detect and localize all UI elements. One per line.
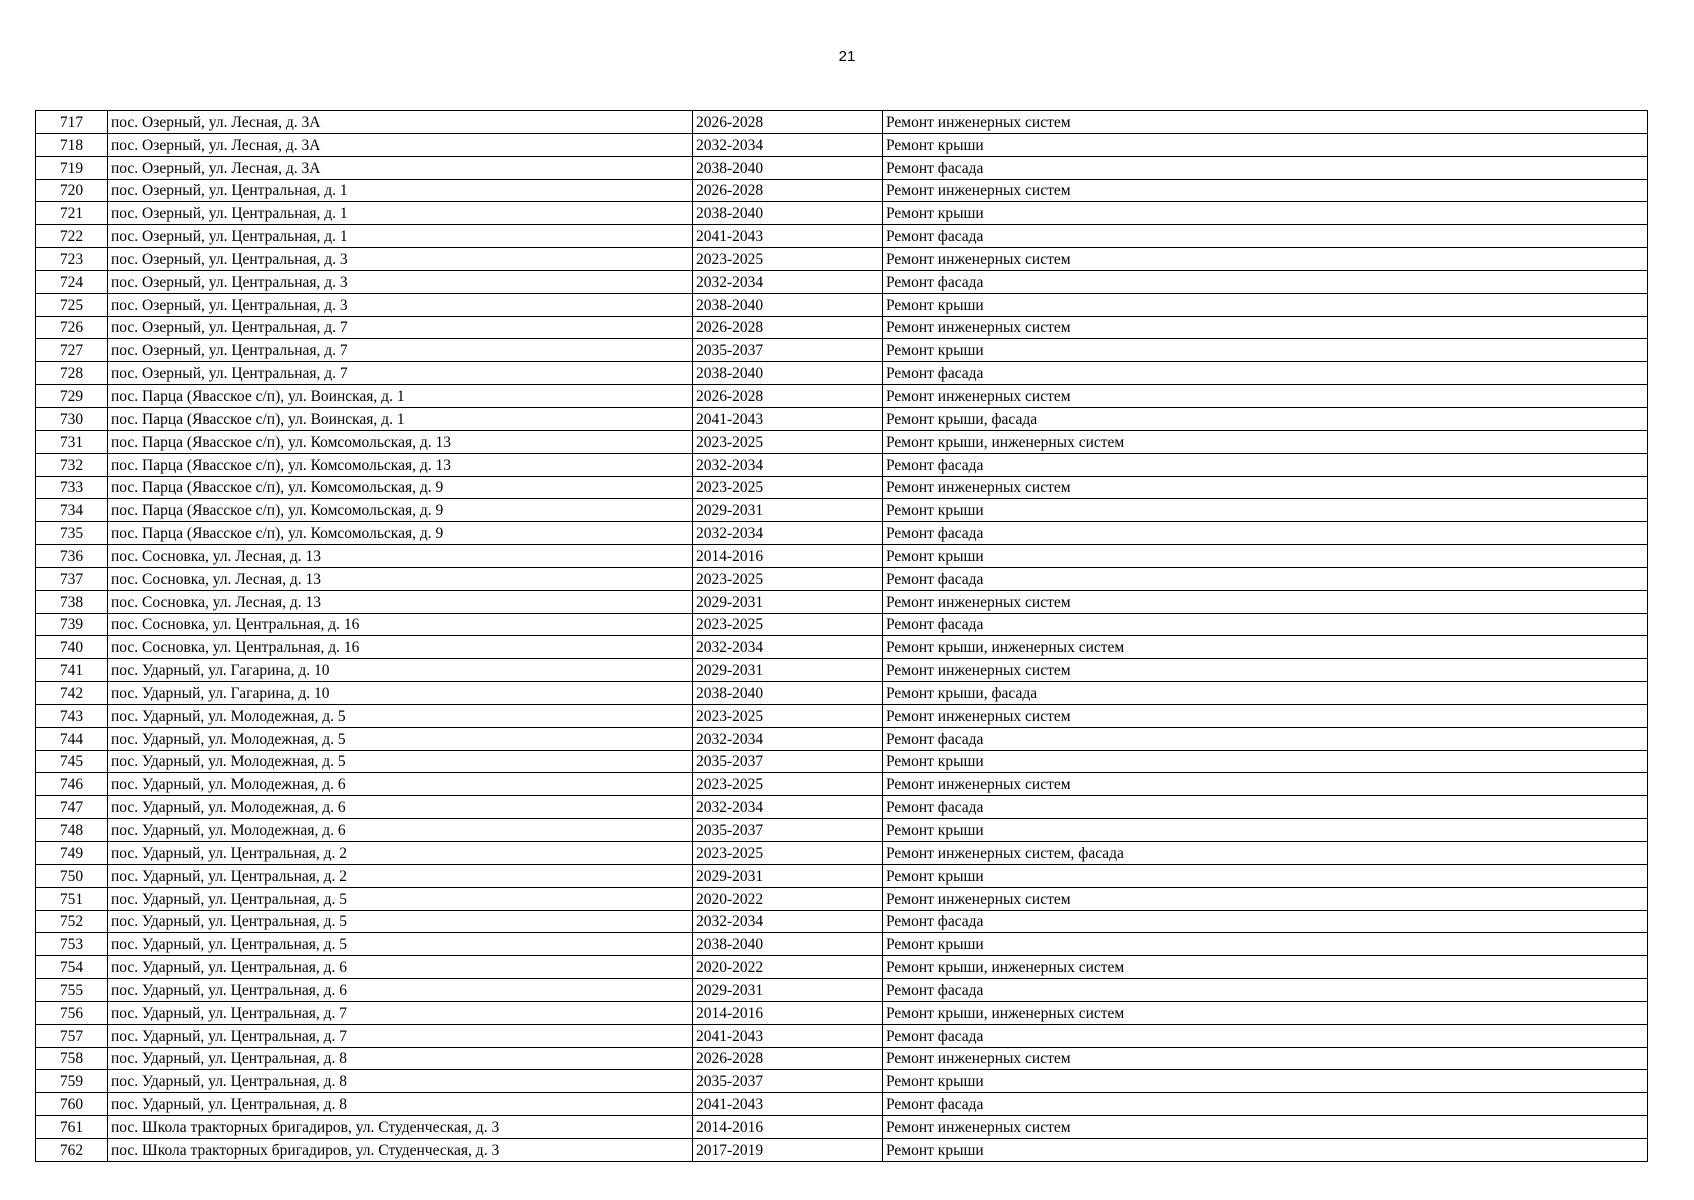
- table-row: [36, 567, 1648, 590]
- work-type-cell: Ремонт крыши: [883, 293, 1648, 316]
- work-type-cell: Ремонт крыши: [883, 750, 1648, 773]
- period-cell: 2038-2040: [693, 362, 883, 385]
- row-number-cell: 742: [36, 682, 108, 705]
- period-cell: 2032-2034: [693, 727, 883, 750]
- table-row: [36, 636, 1648, 659]
- table-row: [36, 522, 1648, 545]
- work-type-cell: Ремонт инженерных систем: [883, 1047, 1648, 1070]
- address-cell: пос. Ударный, ул. Центральная, д. 5: [108, 910, 693, 933]
- row-number-cell: 744: [36, 727, 108, 750]
- work-type-cell: Ремонт фасада: [883, 727, 1648, 750]
- row-number-cell: 745: [36, 750, 108, 773]
- address-cell: пос. Ударный, ул. Центральная, д. 2: [108, 864, 693, 887]
- row-number-cell: 725: [36, 293, 108, 316]
- row-number-cell: 727: [36, 339, 108, 362]
- table-row: [36, 956, 1648, 979]
- address-cell: пос. Ударный, ул. Центральная, д. 5: [108, 933, 693, 956]
- work-type-cell: Ремонт фасада: [883, 796, 1648, 819]
- table-row: [36, 339, 1648, 362]
- work-type-cell: Ремонт фасада: [883, 1093, 1648, 1116]
- work-type-cell: Ремонт крыши, инженерных систем: [883, 956, 1648, 979]
- row-number-cell: 738: [36, 590, 108, 613]
- table-row: [36, 1001, 1648, 1024]
- period-cell: 2041-2043: [693, 407, 883, 430]
- address-cell: пос. Озерный, ул. Центральная, д. 1: [108, 202, 693, 225]
- period-cell: 2023-2025: [693, 430, 883, 453]
- work-type-cell: Ремонт инженерных систем: [883, 179, 1648, 202]
- address-cell: пос. Ударный, ул. Гагарина, д. 10: [108, 659, 693, 682]
- table-row: [36, 864, 1648, 887]
- table-row: [36, 1138, 1648, 1161]
- period-cell: 2020-2022: [693, 956, 883, 979]
- table-row: [36, 933, 1648, 956]
- table-row: [36, 248, 1648, 271]
- address-cell: пос. Озерный, ул. Центральная, д. 3: [108, 248, 693, 271]
- period-cell: 2032-2034: [693, 910, 883, 933]
- table-row: [36, 453, 1648, 476]
- work-type-cell: Ремонт инженерных систем: [883, 316, 1648, 339]
- period-cell: 2026-2028: [693, 111, 883, 134]
- address-cell: пос. Озерный, ул. Центральная, д. 7: [108, 316, 693, 339]
- table-row: [36, 362, 1648, 385]
- period-cell: 2029-2031: [693, 864, 883, 887]
- period-cell: 2038-2040: [693, 682, 883, 705]
- table-row: [36, 613, 1648, 636]
- address-cell: пос. Ударный, ул. Молодежная, д. 5: [108, 727, 693, 750]
- work-type-cell: Ремонт фасада: [883, 522, 1648, 545]
- row-number-cell: 747: [36, 796, 108, 819]
- row-number-cell: 730: [36, 407, 108, 430]
- address-cell: пос. Сосновка, ул. Лесная, д. 13: [108, 567, 693, 590]
- row-number-cell: 754: [36, 956, 108, 979]
- row-number-cell: 737: [36, 567, 108, 590]
- address-cell: пос. Парца (Явасское с/п), ул. Воинская, д. 1: [108, 385, 693, 408]
- table-row: [36, 156, 1648, 179]
- table-row: [36, 545, 1648, 568]
- row-number-cell: 723: [36, 248, 108, 271]
- address-cell: пос. Озерный, ул. Центральная, д. 3: [108, 293, 693, 316]
- period-cell: 2032-2034: [693, 796, 883, 819]
- work-type-cell: Ремонт крыши: [883, 819, 1648, 842]
- period-cell: 2041-2043: [693, 225, 883, 248]
- work-type-cell: Ремонт инженерных систем: [883, 1116, 1648, 1139]
- table-row: [36, 499, 1648, 522]
- page-number: 21: [838, 48, 856, 65]
- period-cell: 2026-2028: [693, 179, 883, 202]
- work-type-cell: Ремонт инженерных систем: [883, 590, 1648, 613]
- row-number-cell: 751: [36, 887, 108, 910]
- address-cell: пос. Ударный, ул. Молодежная, д. 6: [108, 773, 693, 796]
- row-number-cell: 761: [36, 1116, 108, 1139]
- work-type-cell: Ремонт крыши, инженерных систем: [883, 636, 1648, 659]
- address-cell: пос. Ударный, ул. Молодежная, д. 5: [108, 750, 693, 773]
- period-cell: 2014-2016: [693, 545, 883, 568]
- address-cell: пос. Ударный, ул. Центральная, д. 7: [108, 1001, 693, 1024]
- work-type-cell: Ремонт фасада: [883, 270, 1648, 293]
- address-cell: пос. Парца (Явасское с/п), ул. Комсомольская, д. 9: [108, 499, 693, 522]
- table-row: [36, 704, 1648, 727]
- address-cell: пос. Ударный, ул. Молодежная, д. 5: [108, 704, 693, 727]
- work-type-cell: Ремонт крыши: [883, 202, 1648, 225]
- address-cell: пос. Ударный, ул. Центральная, д. 7: [108, 1024, 693, 1047]
- table-row: [36, 293, 1648, 316]
- row-number-cell: 760: [36, 1093, 108, 1116]
- table-row: [36, 796, 1648, 819]
- work-type-cell: Ремонт инженерных систем: [883, 476, 1648, 499]
- work-type-cell: Ремонт инженерных систем: [883, 111, 1648, 134]
- work-type-cell: Ремонт фасада: [883, 156, 1648, 179]
- table-row: [36, 1070, 1648, 1093]
- address-cell: пос. Сосновка, ул. Центральная, д. 16: [108, 636, 693, 659]
- table-row: [36, 1093, 1648, 1116]
- row-number-cell: 752: [36, 910, 108, 933]
- work-type-cell: Ремонт фасада: [883, 453, 1648, 476]
- row-number-cell: 739: [36, 613, 108, 636]
- row-number-cell: 721: [36, 202, 108, 225]
- period-cell: 2038-2040: [693, 933, 883, 956]
- period-cell: 2026-2028: [693, 1047, 883, 1070]
- work-type-cell: Ремонт крыши, фасада: [883, 682, 1648, 705]
- row-number-cell: 756: [36, 1001, 108, 1024]
- period-cell: 2026-2028: [693, 316, 883, 339]
- row-number-cell: 728: [36, 362, 108, 385]
- address-cell: пос. Озерный, ул. Лесная, д. 3А: [108, 133, 693, 156]
- row-number-cell: 748: [36, 819, 108, 842]
- work-type-cell: Ремонт крыши: [883, 499, 1648, 522]
- address-cell: пос. Парца (Явасское с/п), ул. Комсомольская, д. 9: [108, 522, 693, 545]
- address-cell: пос. Парца (Явасское с/п), ул. Комсомольская, д. 13: [108, 430, 693, 453]
- row-number-cell: 719: [36, 156, 108, 179]
- work-type-cell: Ремонт инженерных систем: [883, 659, 1648, 682]
- period-cell: 2029-2031: [693, 979, 883, 1002]
- row-number-cell: 741: [36, 659, 108, 682]
- row-number-cell: 743: [36, 704, 108, 727]
- work-type-cell: Ремонт инженерных систем: [883, 773, 1648, 796]
- table-row: [36, 225, 1648, 248]
- address-cell: пос. Озерный, ул. Центральная, д. 7: [108, 339, 693, 362]
- period-cell: 2023-2025: [693, 567, 883, 590]
- table-row: [36, 659, 1648, 682]
- row-number-cell: 729: [36, 385, 108, 408]
- period-cell: 2023-2025: [693, 613, 883, 636]
- period-cell: 2038-2040: [693, 293, 883, 316]
- period-cell: 2029-2031: [693, 659, 883, 682]
- work-type-cell: Ремонт инженерных систем, фасада: [883, 842, 1648, 865]
- row-number-cell: 758: [36, 1047, 108, 1070]
- period-cell: 2023-2025: [693, 704, 883, 727]
- address-cell: пос. Ударный, ул. Центральная, д. 6: [108, 956, 693, 979]
- work-type-cell: Ремонт инженерных систем: [883, 887, 1648, 910]
- period-cell: 2014-2016: [693, 1116, 883, 1139]
- row-number-cell: 735: [36, 522, 108, 545]
- work-type-cell: Ремонт фасада: [883, 910, 1648, 933]
- work-type-cell: Ремонт крыши, инженерных систем: [883, 430, 1648, 453]
- address-cell: пос. Сосновка, ул. Центральная, д. 16: [108, 613, 693, 636]
- row-number-cell: 746: [36, 773, 108, 796]
- period-cell: 2014-2016: [693, 1001, 883, 1024]
- table-row: [36, 179, 1648, 202]
- address-cell: пос. Парца (Явасское с/п), ул. Воинская, д. 1: [108, 407, 693, 430]
- period-cell: 2035-2037: [693, 339, 883, 362]
- period-cell: 2035-2037: [693, 819, 883, 842]
- table-row: [36, 750, 1648, 773]
- table-row: [36, 111, 1648, 134]
- table-row: [36, 476, 1648, 499]
- table-row: [36, 773, 1648, 796]
- table-row: [36, 887, 1648, 910]
- address-cell: пос. Озерный, ул. Лесная, д. 3А: [108, 111, 693, 134]
- work-type-cell: Ремонт крыши: [883, 339, 1648, 362]
- work-type-cell: Ремонт крыши: [883, 864, 1648, 887]
- period-cell: 2038-2040: [693, 156, 883, 179]
- work-type-cell: Ремонт крыши: [883, 1138, 1648, 1161]
- address-cell: пос. Озерный, ул. Центральная, д. 1: [108, 225, 693, 248]
- work-type-cell: Ремонт фасада: [883, 362, 1648, 385]
- address-cell: пос. Ударный, ул. Молодежная, д. 6: [108, 819, 693, 842]
- table-row: [36, 316, 1648, 339]
- address-cell: пос. Озерный, ул. Центральная, д. 3: [108, 270, 693, 293]
- address-cell: пос. Озерный, ул. Лесная, д. 3А: [108, 156, 693, 179]
- table-row: [36, 819, 1648, 842]
- address-cell: пос. Сосновка, ул. Лесная, д. 13: [108, 545, 693, 568]
- row-number-cell: 722: [36, 225, 108, 248]
- row-number-cell: 759: [36, 1070, 108, 1093]
- period-cell: 2023-2025: [693, 773, 883, 796]
- work-type-cell: Ремонт фасада: [883, 225, 1648, 248]
- period-cell: 2023-2025: [693, 842, 883, 865]
- work-type-cell: Ремонт крыши: [883, 933, 1648, 956]
- work-type-cell: Ремонт инженерных систем: [883, 248, 1648, 271]
- table-row: [36, 1116, 1648, 1139]
- period-cell: 2029-2031: [693, 499, 883, 522]
- work-type-cell: Ремонт инженерных систем: [883, 385, 1648, 408]
- table-row: [36, 727, 1648, 750]
- address-cell: пос. Озерный, ул. Центральная, д. 7: [108, 362, 693, 385]
- row-number-cell: 753: [36, 933, 108, 956]
- row-number-cell: 762: [36, 1138, 108, 1161]
- row-number-cell: 755: [36, 979, 108, 1002]
- address-cell: пос. Ударный, ул. Центральная, д. 5: [108, 887, 693, 910]
- period-cell: 2035-2037: [693, 1070, 883, 1093]
- row-number-cell: 720: [36, 179, 108, 202]
- address-cell: пос. Ударный, ул. Молодежная, д. 6: [108, 796, 693, 819]
- row-number-cell: 717: [36, 111, 108, 134]
- table-row: [36, 202, 1648, 225]
- repair-schedule-table: [35, 110, 1648, 1162]
- table-row: [36, 385, 1648, 408]
- address-cell: пос. Озерный, ул. Центральная, д. 1: [108, 179, 693, 202]
- address-cell: пос. Школа тракторных бригадиров, ул. Студенческая, д. 3: [108, 1138, 693, 1161]
- table-row: [36, 842, 1648, 865]
- table-row: [36, 910, 1648, 933]
- table-row: [36, 430, 1648, 453]
- row-number-cell: 757: [36, 1024, 108, 1047]
- row-number-cell: 740: [36, 636, 108, 659]
- period-cell: 2017-2019: [693, 1138, 883, 1161]
- work-type-cell: Ремонт фасада: [883, 613, 1648, 636]
- row-number-cell: 734: [36, 499, 108, 522]
- address-cell: пос. Ударный, ул. Гагарина, д. 10: [108, 682, 693, 705]
- period-cell: 2023-2025: [693, 248, 883, 271]
- row-number-cell: 733: [36, 476, 108, 499]
- row-number-cell: 736: [36, 545, 108, 568]
- period-cell: 2041-2043: [693, 1024, 883, 1047]
- table-row: [36, 407, 1648, 430]
- address-cell: пос. Ударный, ул. Центральная, д. 2: [108, 842, 693, 865]
- work-type-cell: Ремонт крыши, фасада: [883, 407, 1648, 430]
- row-number-cell: 749: [36, 842, 108, 865]
- table-row: [36, 590, 1648, 613]
- address-cell: пос. Сосновка, ул. Лесная, д. 13: [108, 590, 693, 613]
- table-row: [36, 270, 1648, 293]
- address-cell: пос. Ударный, ул. Центральная, д. 6: [108, 979, 693, 1002]
- row-number-cell: 718: [36, 133, 108, 156]
- table-row: [36, 979, 1648, 1002]
- period-cell: 2032-2034: [693, 133, 883, 156]
- work-type-cell: Ремонт крыши: [883, 133, 1648, 156]
- table-row: [36, 1047, 1648, 1070]
- period-cell: 2032-2034: [693, 636, 883, 659]
- period-cell: 2032-2034: [693, 270, 883, 293]
- row-number-cell: 726: [36, 316, 108, 339]
- table-row: [36, 682, 1648, 705]
- period-cell: 2029-2031: [693, 590, 883, 613]
- address-cell: пос. Парца (Явасское с/п), ул. Комсомольская, д. 13: [108, 453, 693, 476]
- period-cell: 2032-2034: [693, 522, 883, 545]
- address-cell: пос. Ударный, ул. Центральная, д. 8: [108, 1093, 693, 1116]
- address-cell: пос. Ударный, ул. Центральная, д. 8: [108, 1047, 693, 1070]
- work-type-cell: Ремонт крыши, инженерных систем: [883, 1001, 1648, 1024]
- work-type-cell: Ремонт крыши: [883, 545, 1648, 568]
- table-body: [36, 111, 1648, 1162]
- period-cell: 2041-2043: [693, 1093, 883, 1116]
- row-number-cell: 724: [36, 270, 108, 293]
- table-row: [36, 1024, 1648, 1047]
- row-number-cell: 731: [36, 430, 108, 453]
- address-cell: пос. Парца (Явасское с/п), ул. Комсомольская, д. 9: [108, 476, 693, 499]
- period-cell: 2038-2040: [693, 202, 883, 225]
- period-cell: 2020-2022: [693, 887, 883, 910]
- period-cell: 2035-2037: [693, 750, 883, 773]
- work-type-cell: Ремонт фасада: [883, 567, 1648, 590]
- period-cell: 2023-2025: [693, 476, 883, 499]
- period-cell: 2026-2028: [693, 385, 883, 408]
- table-row: [36, 133, 1648, 156]
- work-type-cell: Ремонт инженерных систем: [883, 704, 1648, 727]
- work-type-cell: Ремонт фасада: [883, 979, 1648, 1002]
- period-cell: 2032-2034: [693, 453, 883, 476]
- row-number-cell: 732: [36, 453, 108, 476]
- address-cell: пос. Ударный, ул. Центральная, д. 8: [108, 1070, 693, 1093]
- work-type-cell: Ремонт крыши: [883, 1070, 1648, 1093]
- address-cell: пос. Школа тракторных бригадиров, ул. Студенческая, д. 3: [108, 1116, 693, 1139]
- row-number-cell: 750: [36, 864, 108, 887]
- work-type-cell: Ремонт фасада: [883, 1024, 1648, 1047]
